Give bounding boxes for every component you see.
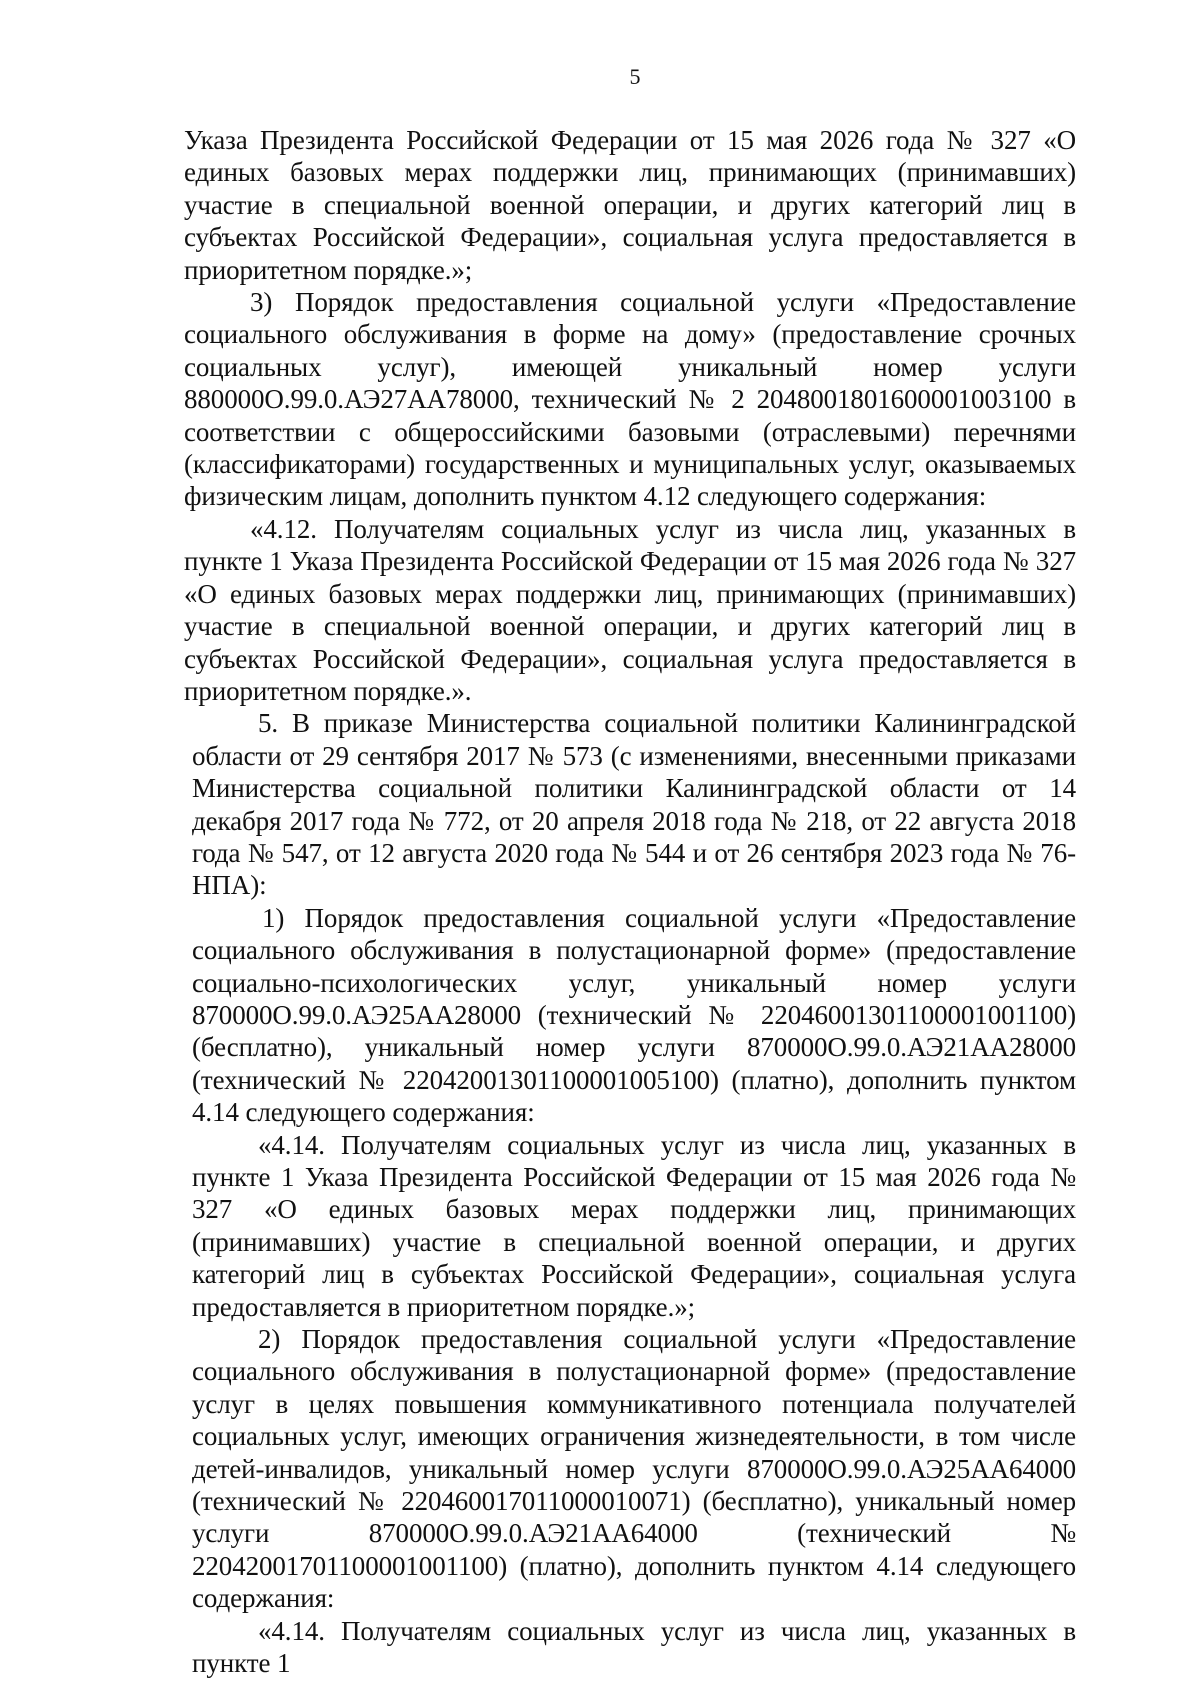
page-number: 5	[629, 64, 641, 89]
paragraph-subitem-2: 2) Порядок предоставления социальной услуги «Предоставление социального обслуживания в полустационарной форме» (предоставление услуг в целях повышения коммуникативного потенциала получателей социальных услуг, имеющих ограничения жизнедеятельности, в том числе детей-инвалидов, уникальный номер услуги 870000О.99.0.АЭ25АА64000 (технический № 22046001701100001007​1) (бесплатно), уникальный номер услуги 870000О.99.0.АЭ21АА64000 (технический № 22042001701100001001100) (платно), дополнить пунктом 4.14 следующего содержания:	[192, 1324, 1076, 1614]
paragraph-item-3: 3) Порядок предоставления социальной услуги «Предоставление социального обслуживания в форме на дому» (предоставление срочных социальных услуг), имеющей уникальный номер услуги 880000О.99.0.АЭ27АА78000, технический № 2 20480018016000010031​00 в соответствии с общероссийскими базовыми (отраслевыми) перечнями (классификаторами) государственных и муниципальных услуг, оказываемых физическим лицам, дополнить пунктом 4.12 следующего содержания:	[184, 287, 1076, 512]
paragraph-subitem-1: 1) Порядок предоставления социальной услуги «Предоставление социального обслуживания в полустационарной форме» (предоставление социально-психологических услуг, уникальный номер услуги 870000О.99.0.АЭ25АА28000 (технический № 22046001301100001001100) (бесплатно), уникальный номер услуги 870000О.99.0.АЭ21АА28000 (технический № 22042001301100001005100) (платно), дополнить пунктом 4.14 следующего содержания:	[192, 902, 1076, 1128]
paragraph-quote-4-14-first: «4.14. Получателям социальных услуг из числа лиц, указанных в пункте 1 Указа Президента Российской Федерации от 15 мая 2026 года № 327 «О единых базовых мерах поддержки лиц, принимающих (принимавших) участие в специальной военной операции, и других категорий лиц в субъектах Российской Федерации», социальная услуга предоставляется в приоритетном порядке.»;	[192, 1129, 1076, 1322]
paragraph-quote-4-12: «4.12. Получателям социальных услуг из числа лиц, указанных в пункте 1 Указа Президента Российской Федерации от 15 мая 2026 года № 327 «О единых базовых мерах поддержки лиц, принимающих (принимавших) участие в специальной военной операции, и других категорий лиц в субъектах Российской Федерации», социальная услуга предоставляется в приоритетном порядке.».	[184, 513, 1076, 706]
paragraph-quote-4-14-second: «4.14. Получателям социальных услуг из числа лиц, указанных в пункте 1	[192, 1615, 1076, 1679]
paragraph-item-5: 5. В приказе Министерства социальной политики Калининградской области от 29 сентября 2017 № 573 (с изменениями, внесенными приказами Министерства социальной политики Калининградской области от 14 декабря 2017 года № 772, от 20 апреля 2018 года № 218, от 22 августа 2018 года № 547, от 12 августа 2020 года № 544 и от 26 сентября 2023 года № 76-НПА):	[192, 708, 1076, 901]
document-body	[184, 124, 1076, 1680]
paragraph-continuation: Указа Президента Российской Федерации от 15 мая 2026 года № 327 «О единых базовых мерах поддержки лиц, принимающих (принимавших) участие в специальной военной операции, и других категорий лиц в субъектах Российской Федерации», социальная услуга предоставляется в приоритетном порядке.»;	[184, 125, 1076, 285]
